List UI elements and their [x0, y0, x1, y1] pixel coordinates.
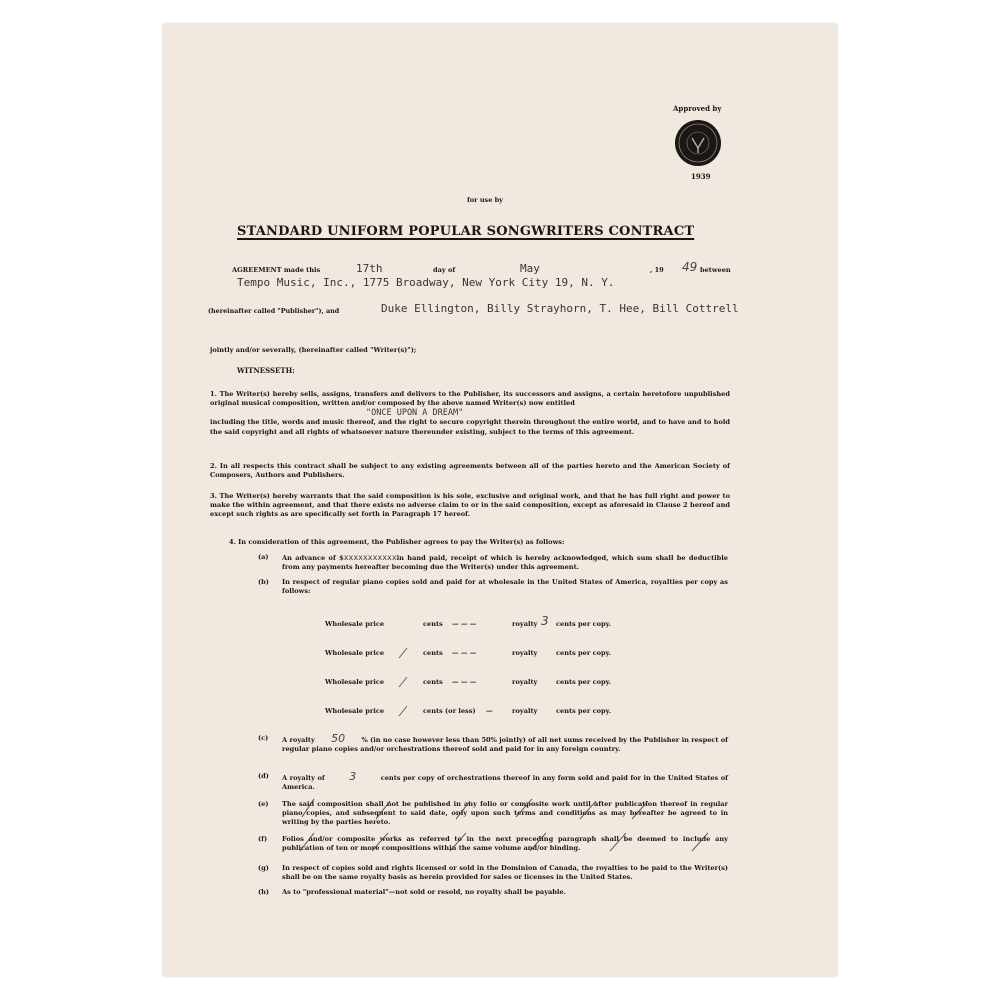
sub-c — [282, 734, 728, 754]
publisher-line: Tempo Music, Inc., 1775 Broadway, New York City 19, N. Y. — [237, 276, 615, 289]
row-3-label: Wholesale price — [325, 678, 385, 686]
sub-e: The said composition shall not be published in any folio or composite work until after publication thereof in regular piano copies, and subsequent to said date, only upon such terms and conditions as may hereafter be agreed to in writing by the parties hereto. — [282, 800, 728, 827]
handwritten-strikethrough — [280, 795, 730, 855]
sub-b: In respect of regular piano copies sold and paid for at wholesale in the United States of America, royalties per copy as follows: — [282, 578, 728, 596]
row-3-dashes: — — — — [452, 678, 477, 686]
row-2-label: Wholesale price — [325, 649, 385, 657]
sub-a — [282, 553, 728, 572]
sub-f: Folios and/or composite works as referred to in the next preceding paragraph shall be deemed to include any publication of ten or more compositions within the same volume and/or binding. — [282, 835, 728, 853]
row-4-per: cents per copy. — [556, 707, 612, 715]
row-3-per: cents per copy. — [556, 678, 612, 686]
row-1-per: cents per copy. — [556, 620, 612, 628]
row-1-value: 3 — [541, 614, 549, 628]
song-title: "ONCE UPON A DREAM" — [366, 408, 464, 419]
year-prefix-label: , 19 — [650, 266, 664, 274]
row-4-royalty: royalty — [512, 707, 538, 715]
sub-h-label: (h) — [258, 888, 270, 896]
row-3-royalty: royalty — [512, 678, 538, 686]
sub-c-label: (c) — [258, 734, 269, 742]
clause-3: 3. The Writer(s) hereby warrants that the said composition is his sole, exclusive and original work, and that he has full right and power to make the within agreement, and that there exists no adverse claim to or in the said composition, except as aforesaid in Clause 2 hereof and except such rights as are specifically set forth in Paragraph 17 hereof. — [210, 492, 730, 519]
foreign-royalty-value: 50 — [331, 732, 346, 745]
sub-f-label: (f) — [258, 835, 268, 843]
sub-c-post: % (in no case however less than 50% jointly) of all net sums received by the Publisher in respect of regular piano copies and/or orchestrations thereof sold and paid for in any foreign country. — [282, 736, 729, 754]
writers-line: Duke Ellington, Billy Strayhorn, T. Hee, Bill Cottrell — [381, 302, 739, 315]
for-use-by-label: for use by — [467, 196, 503, 204]
approved-by-label: Approved by — [673, 104, 722, 113]
seal-year: 1939 — [691, 172, 711, 181]
row-3-cents: cents — [423, 678, 443, 686]
sub-h: As to "professional material"—not sold or resold, no royalty shall be payable. — [282, 888, 566, 896]
agreement-day: 17th — [356, 262, 383, 275]
handwritten-strike-marks — [395, 640, 415, 720]
sub-a-post: in hand paid, receipt of which is hereby acknowledged, which sum shall be deductible from any payments hereafter becoming due the Writer(s) under this agreement. — [282, 554, 728, 572]
sub-d-pre: A royalty of — [282, 774, 325, 782]
clause-1-text-b: including the title, words and music thereof, and the right to secure copyright therein throughout the entire world, and to have and to hold the said copyright and all rights of whatsoever nature thereunder existing, subject to the terms of this agreement. — [210, 418, 730, 436]
witnesseth-heading: WITNESSETH: — [237, 366, 295, 375]
publisher-label: (hereinafter called "Publisher"), and — [208, 307, 340, 315]
sub-e-label: (e) — [258, 800, 269, 808]
clause-1-text-a: 1. The Writer(s) hereby sells, assigns, transfers and delivers to the Publisher, its successors and assigns, a certain heretofore unpublished original musical composition, written and/or composed by the above named Writer(s) now entitled — [210, 390, 730, 408]
advance-amount: xxxxxxxxxxx — [343, 553, 397, 562]
clause-1 — [210, 390, 730, 437]
sub-d — [282, 772, 728, 792]
row-1-label: Wholesale price — [325, 620, 385, 628]
sub-g-label: (g) — [258, 864, 269, 872]
row-2-cents: cents — [423, 649, 443, 657]
between-label: between — [700, 266, 731, 274]
agreement-year: 49 — [682, 260, 698, 274]
row-1-royalty: royalty — [512, 620, 538, 628]
writers-label: jointly and/or severally, (hereinafter called "Writer(s)"); — [210, 346, 417, 354]
agreement-month: May — [520, 262, 540, 275]
row-1-dashes: — — — — [452, 620, 477, 628]
seal-emblem-icon — [675, 120, 721, 166]
clause-2: 2. In all respects this contract shall be subject to any existing agreements between all of the parties hereto and the American Society of Composers, Authors and Publishers. — [210, 462, 730, 480]
sub-a-label: (a) — [258, 553, 269, 561]
day-of-label: day of — [433, 266, 456, 274]
row-2-royalty: royalty — [512, 649, 538, 657]
contract-title: STANDARD UNIFORM POPULAR SONGWRITERS CONTRACT — [237, 224, 695, 239]
sub-a-pre: An advance of $ — [282, 554, 344, 562]
agreement-made-label: AGREEMENT made this — [232, 266, 321, 274]
row-4-dashes: — — [486, 707, 493, 715]
clause-4: 4. In consideration of this agreement, the Publisher agrees to pay the Writer(s) as follows: — [229, 538, 565, 546]
sub-c-pre: A royalty — [282, 736, 315, 744]
row-2-per: cents per copy. — [556, 649, 612, 657]
approval-seal-icon — [675, 120, 721, 166]
row-1-cents: cents — [423, 620, 443, 628]
row-4-cents: cents (or less) — [423, 707, 476, 715]
sub-d-label: (d) — [258, 772, 269, 780]
sub-d-post: cents per copy of orchestrations thereof in any form sold and paid for in the United States of America. — [282, 774, 729, 792]
sub-b-label: (b) — [258, 578, 269, 586]
sub-g: In respect of copies sold and rights licensed or sold in the Dominion of Canada, the royalties to be paid to the Writer(s) shall be on the same royalty basis as herein provided for sales or licenses in the United States. — [282, 864, 728, 882]
orchestration-royalty-value: 3 — [349, 770, 357, 783]
row-4-label: Wholesale price — [325, 707, 385, 715]
row-2-dashes: — — — — [452, 649, 477, 657]
